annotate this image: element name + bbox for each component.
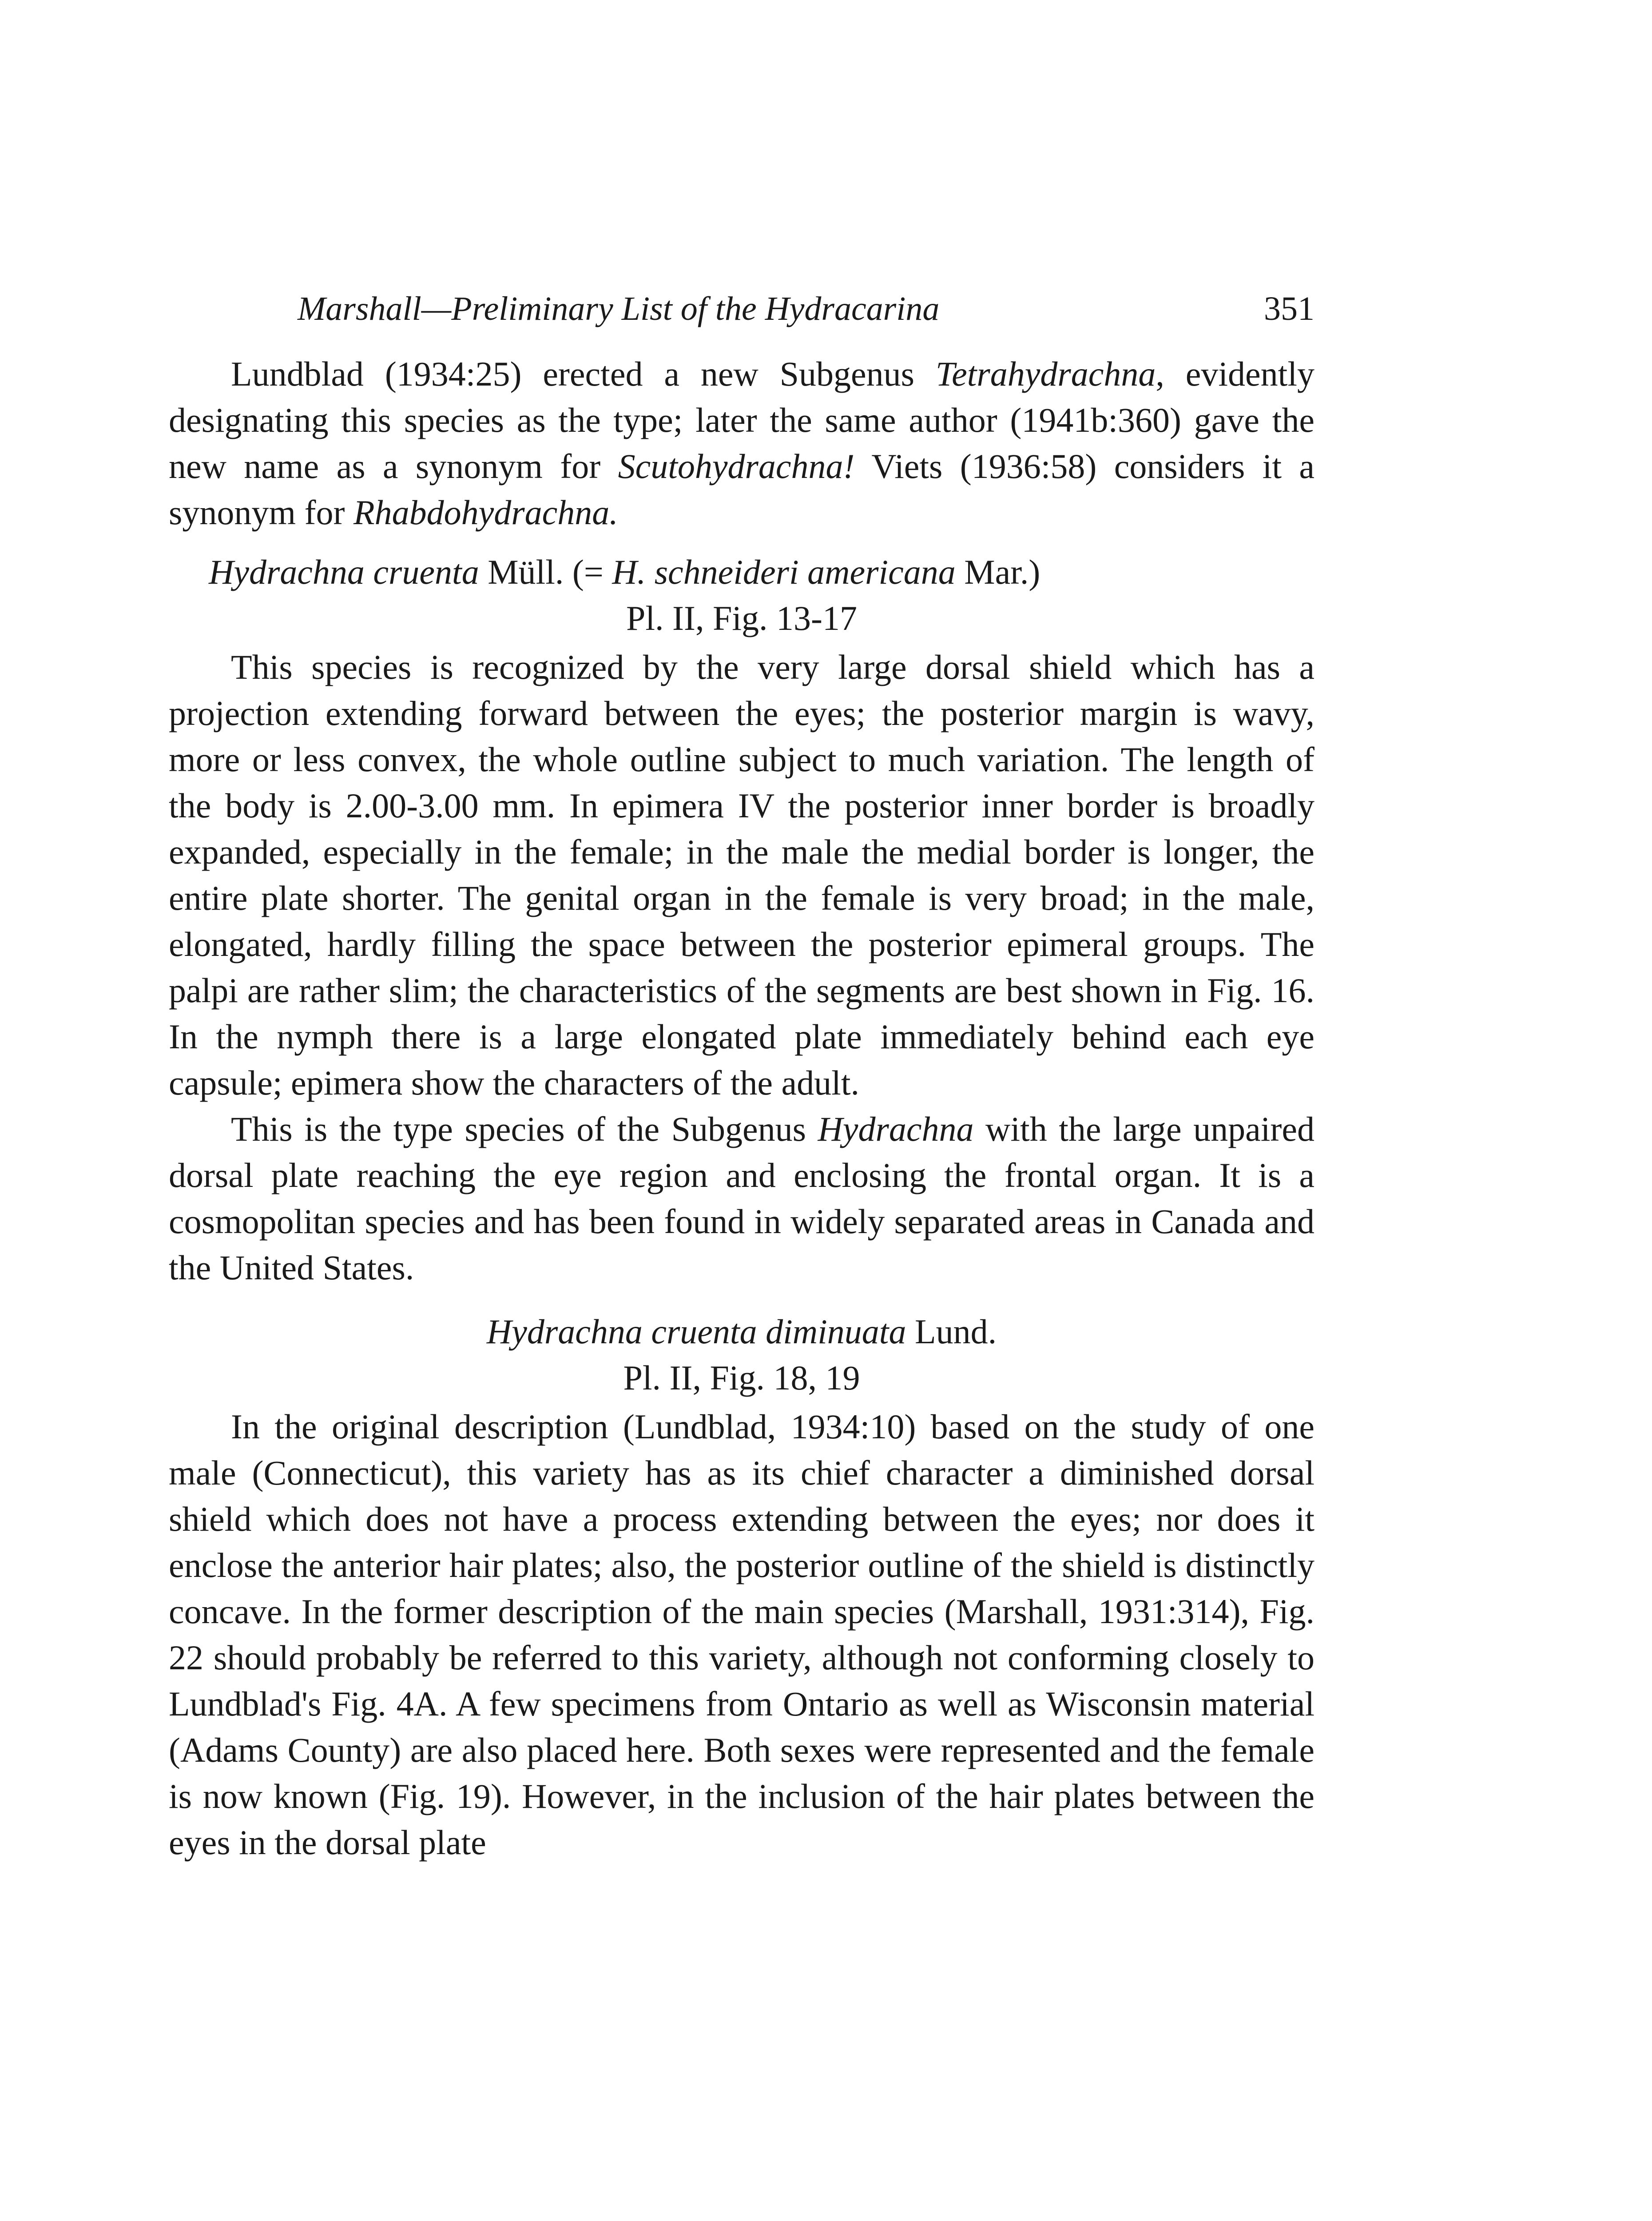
synonym-author: Mar.) [955,553,1040,591]
species-author: Müll. (= [488,553,612,591]
species-heading-diminuata [169,1309,1314,1355]
plate-reference-cruenta: Pl. II, Fig. 13-17 [626,599,858,637]
page-number: 351 [1264,290,1314,327]
text-run: , evidently designating this species as the type; later the same author (1941b:360) gave the new name as a synonym for [169,354,1314,486]
text-run: This is the type species of the Subgenus [231,1110,818,1148]
genus-name: Rhabdohydrachna. [353,493,618,532]
species-name: Hydrachna cruenta diminuata [486,1312,906,1351]
text-run: with the large unpaired dorsal plate reaching the eye region and enclosing the frontal organ. It is a cosmopolitan species and has been found in widely separated areas in Canada and the United States. [169,1110,1315,1287]
text-run: Viets (1936:58) considers it a synonym for [169,447,1314,532]
plate-reference-diminuata: Pl. II, Fig. 18, 19 [623,1358,860,1397]
species-name: Hydrachna cruenta [209,553,479,591]
text-run: Lundblad (1934:25) erected a new Subgenus [231,354,936,393]
running-head [169,284,1314,351]
subgenus-name: Hydrachna [818,1110,974,1148]
paragraph-cruenta-description: This species is recognized by the very large dorsal shield which has a projection extending forward between the eyes; the posterior margin is wavy, more or less convex, the whole outline subject to much variation. The length of the body is 2.00-3.00 mm. In epimera IV the posterior inner border is broadly expanded, especially in the female; in the male the medial border is longer, the entire plate shorter. The genital organ in the female is very broad; in the male, elongated, hardly filling the space between the posterior epimeral groups. The palpi are rather slim; the characteristics of the segments are best shown in Fig. 16. In the nymph there is a large elongated plate immediately behind each eye capsule; epimera show the characters of the adult. [169,648,1314,1102]
paragraph-subgenus-synonymy [169,351,1314,536]
synonym-name: H. schneideri americana [612,553,956,591]
genus-name: Scutohydrachna! [618,447,855,486]
species-author: Lund. [906,1312,997,1351]
paragraph-cruenta-type-species [169,1106,1314,1291]
running-title: Marshall—Preliminary List of the Hydracarina [298,290,940,327]
page-body [169,284,1314,1866]
paragraph-diminuata-description: In the original description (Lundblad, 1934:10) based on the study of one male (Connecticut), this variety has as its chief character a diminished dorsal shield which does not have a process extending between the eyes; nor does it enclose the anterior hair plates; also, the posterior outline of the shield is distinctly concave. In the former description of the main species (Marshall, 1931:314), Fig. 22 should probably be referred to this variety, although not conforming closely to Lundblad's Fig. 4A. A few specimens from Ontario as well as Wisconsin material (Adams County) are also placed here. Both sexes were represented and the female is now known (Fig. 19). However, in the inclusion of the hair plates between the eyes in the dorsal plate [169,1407,1314,1862]
species-heading-cruenta [169,549,1314,595]
genus-name: Tetrahydrachna [935,354,1156,393]
